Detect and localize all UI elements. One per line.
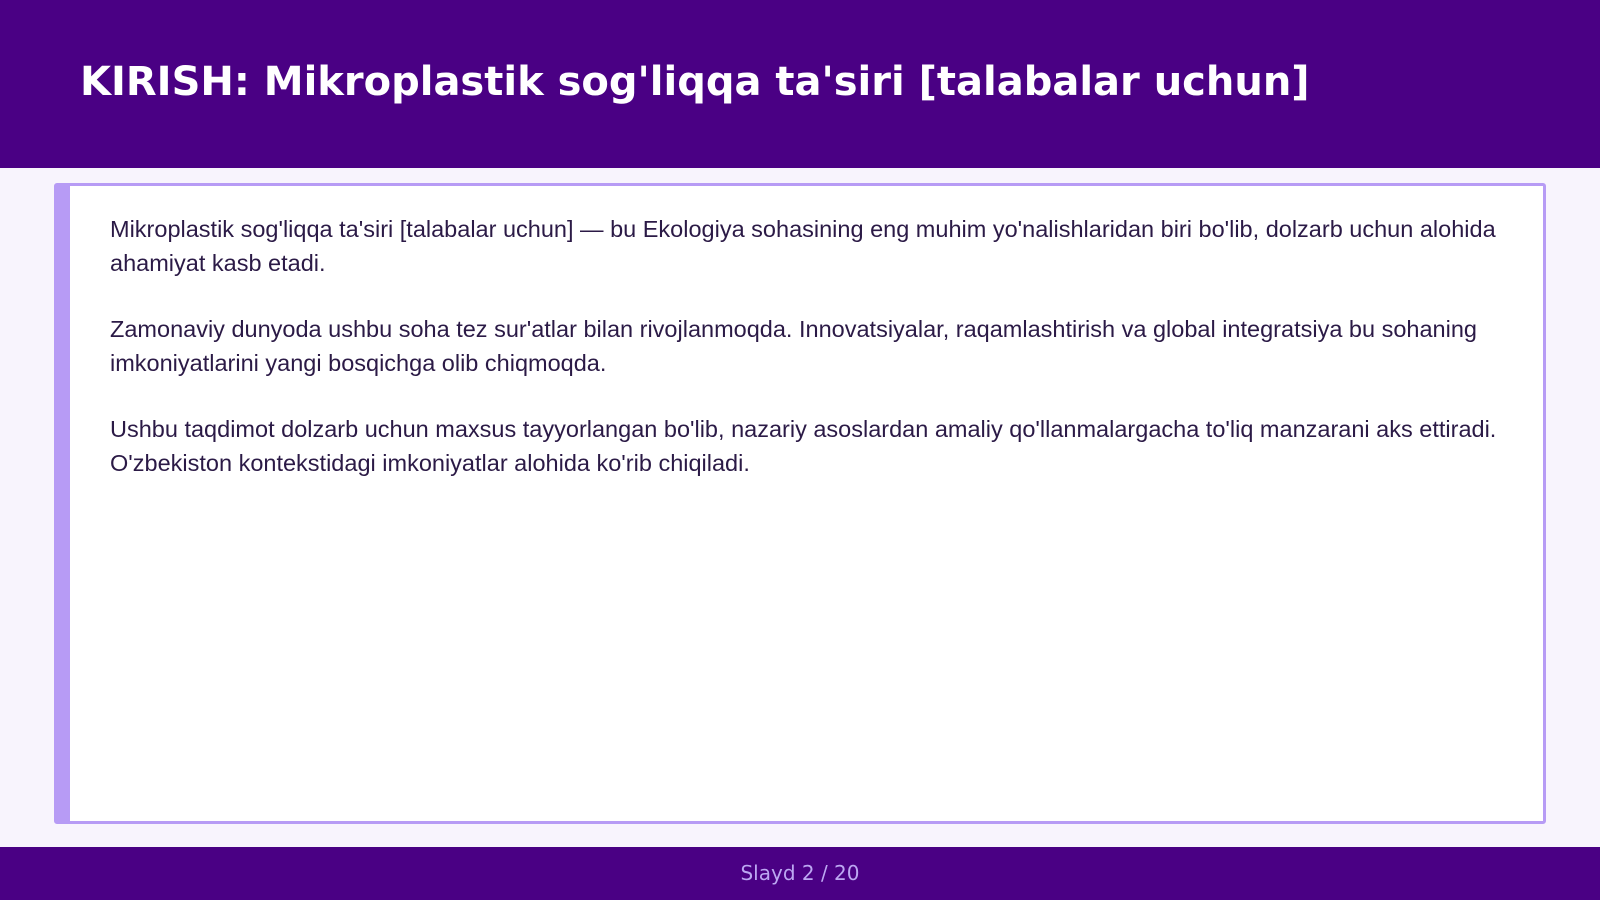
- slide-counter: Slayd 2 / 20: [740, 861, 860, 885]
- intro-paragraph-2: Zamonaviy dunyoda ushbu soha tez sur'atlar bilan rivojlanmoqda. Innovatsiyalar, raqamlashtirish va global integratsiya bu sohaning imkoniyatlarini yangi bosqichga olib chiqmoqda.: [110, 316, 1477, 376]
- intro-paragraph-1: Mikroplastik sog'liqqa ta'siri [talabalar uchun] — bu Ekologiya sohasining eng muhim yo'nalishlaridan biri bo'lib, dolzarb uchun alohida ahamiyat kasb etadi.: [110, 216, 1496, 276]
- content-card: [54, 183, 1546, 824]
- slide-title: KIRISH: Mikroplastik sog'liqqa ta'siri [talabalar uchun]: [80, 59, 1310, 105]
- slide-header: [0, 0, 1600, 168]
- content-text-block: [110, 213, 1510, 513]
- intro-paragraph-3: Ushbu taqdimot dolzarb uchun maxsus tayyorlangan bo'lib, nazariy asoslardan amaliy qo'llanmalargacha to'liq manzarani aks ettiradi. O'zbekiston kontekstidagi imkoniyatlar alohida ko'rib chiqiladi.: [110, 416, 1497, 476]
- slide-footer: [0, 847, 1600, 900]
